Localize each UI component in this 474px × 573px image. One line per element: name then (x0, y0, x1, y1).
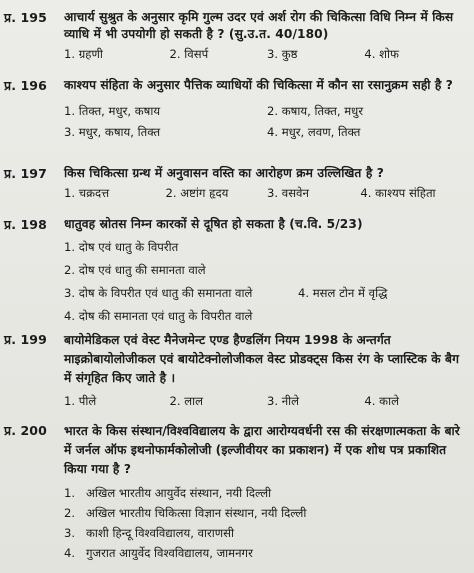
question-text: किस चिकित्सा ग्रन्थ में अनुवासन वस्ति का आरोहण क्रम उल्लिखित है ? (64, 166, 384, 180)
options (64, 239, 470, 325)
option-number: 2. (64, 506, 76, 520)
question-text: भारत के किस संस्थान/विश्वविद्यालय के द्वारा आरोग्यवर्धनी रस की संरक्षणात्मकता के बारे में जर्नल ऑफ इथनोफार्मकोलोजी (इल्जीवीयर का प्रकाशन) में एक शोध पत्र प्रकाशित किया गया है ? (64, 424, 460, 476)
option-2: 2. कषाय, तिक्त, मधुर (267, 104, 364, 118)
question-200 (4, 422, 470, 562)
question-text: धातुवह स्रोतस निम्न कारकों से दूषित हो सकता है (च.वि. 5/23) (64, 217, 363, 231)
option-4: 4. मधुर, लवण, तिक्त (267, 125, 361, 139)
options (64, 46, 470, 63)
question-197 (4, 165, 470, 202)
options (64, 485, 470, 562)
option-1: 1. तिक्त, मधुर, कषाय (64, 104, 161, 118)
option-text: गुजरात आयुर्वेद विश्वविद्यालय, जामनगर (86, 546, 253, 560)
question-195 (4, 9, 470, 63)
option-2: 2. अष्टांग हृदय (165, 186, 229, 200)
question-stem (4, 9, 470, 43)
option-4 (64, 545, 470, 562)
option-number: 3. (64, 526, 76, 540)
option-1: 1. दोष एवं धातु के विपरीत (64, 240, 179, 254)
option-1: 1. ग्रहणी (64, 47, 103, 61)
option-2: 2. दोष एवं धातु की समानता वाले (64, 263, 206, 277)
option-2: 2. लाल (169, 394, 204, 408)
option-3: 3. वसवेन (267, 186, 309, 200)
options (64, 103, 470, 141)
question-199 (4, 331, 470, 410)
question-number: प्र. 195 (4, 10, 47, 25)
option-4: 4. काश्यप संहिता (360, 186, 436, 200)
option-number: 1. (64, 486, 76, 500)
option-4-b: 4. दोष की समानता एवं धातु के विपरीत वाले (64, 309, 253, 323)
question-198 (4, 216, 470, 325)
question-stem (4, 216, 470, 233)
options (64, 185, 470, 202)
question-number: प्र. 196 (4, 78, 47, 93)
question-number: प्र. 200 (4, 423, 47, 438)
option-3: 3. नीले (266, 394, 300, 408)
question-number: प्र. 199 (4, 332, 47, 347)
option-3: 3. कुष्ठ (266, 47, 298, 61)
question-stem (4, 77, 470, 94)
options (64, 393, 470, 410)
option-3: 3. दोष के विपरीत एवं धातु की समानता वाले (64, 286, 253, 300)
option-text: अखिल भारतीय आयुर्वेद संस्थान, नयी दिल्ली (86, 486, 272, 500)
question-number: प्र. 197 (4, 166, 47, 181)
question-stem (4, 331, 470, 388)
option-4: 4. शोफ (364, 47, 399, 61)
option-4: 4. काले (364, 394, 399, 408)
option-2 (64, 505, 470, 522)
question-number: प्र. 198 (4, 217, 47, 232)
question-text: आचार्य सुश्रुत के अनुसार कृमि गुल्म उदर एवं अर्श रोग की चिकित्सा विधि निम्न में किस व्याधि में भी उपयोगी हो सकती है ? (सु.उ.त. 40/180) (64, 10, 454, 41)
option-4-a: 4. मसल टोन में वृद्धि (298, 286, 388, 300)
question-stem (4, 165, 470, 182)
option-text: अखिल भारतीय चिकित्सा विज्ञान संस्थान, नयी दिल्ली (86, 506, 307, 520)
question-stem (4, 422, 470, 479)
option-1 (64, 485, 470, 502)
option-number: 4. (64, 546, 76, 560)
option-1: 1. पीले (64, 394, 97, 408)
question-text: काश्यप संहिता के अनुसार पैत्तिक व्याधियों की चिकित्सा में कौन सा रसानुक्रम सही है ? (64, 78, 453, 92)
question-196 (4, 77, 470, 141)
option-2: 2. विसर्प (169, 47, 209, 61)
option-3 (64, 525, 470, 542)
option-text: काशी हिन्दू विश्वविद्यालय, वाराणसी (86, 526, 235, 540)
question-text: बायोमेडिकल एवं वेस्ट मैनेजमेन्ट एण्ड हैण्डलिंग नियम 1998 के अन्तर्गत माइक्रोबायोलोजीकल एवं बायोटेक्नोलोजीकल वेस्ट प्रोडक्ट्स किस रंग के प्लास्टिक के बैग में संगृहित किए जाते है । (64, 333, 460, 385)
option-3: 3. मधुर, कषाय, तिक्त (64, 125, 161, 139)
option-1: 1. चक्रदत्त (64, 186, 110, 200)
